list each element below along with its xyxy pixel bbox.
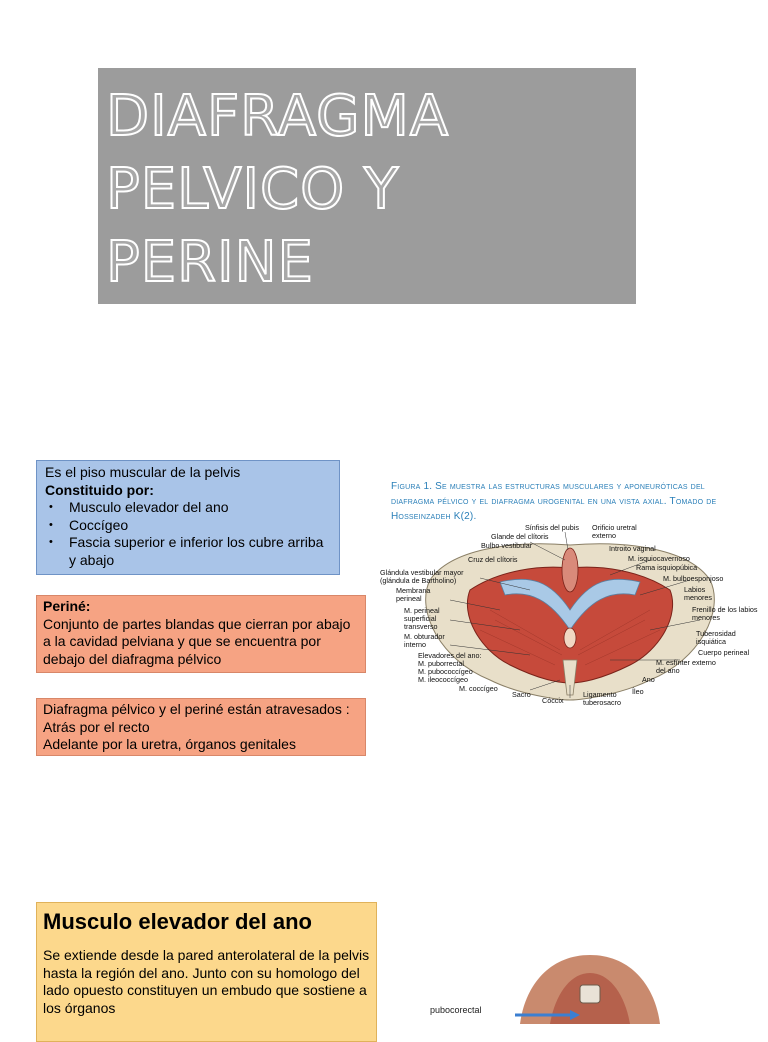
label-glandula: Glándula vestibular mayor (glándula de Bartholino) bbox=[380, 568, 464, 585]
label-crura: Cruz del clítoris bbox=[468, 555, 518, 564]
label-perineal-transverso: M. perineal superficial transverso bbox=[404, 606, 440, 631]
label-ileococcigeo: M. ileococcígeo bbox=[418, 675, 468, 684]
list-item: • Fascia superior e inferior los cubre arriba y abajo bbox=[49, 534, 331, 569]
title-line-2: PELVICO Y bbox=[106, 157, 400, 222]
label-coccix: Cóccix bbox=[542, 696, 564, 705]
label-orificio: Orificio uretral externo bbox=[592, 523, 637, 540]
perine-heading: Periné: bbox=[43, 598, 91, 614]
pelvis-intro: Es el piso muscular de la pelvis bbox=[45, 464, 241, 480]
list-item: • Coccígeo bbox=[49, 517, 331, 535]
list-item: • Musculo elevador del ano bbox=[49, 499, 331, 517]
label-ligamento: Ligamento tuberosacro bbox=[583, 690, 621, 707]
title-banner bbox=[98, 68, 636, 304]
atravesados-line-1: Diafragma pélvico y el periné están atravesados : bbox=[43, 701, 350, 717]
title-line-1: DIAFRAGMA bbox=[106, 84, 450, 149]
label-bulboesponjoso: M. bulboesponjoso bbox=[663, 574, 724, 583]
label-rama: Rama isquiopúbica bbox=[636, 563, 698, 572]
pubocorectal-label: pubocorectal bbox=[430, 1005, 482, 1015]
label-esfinter: M. esfínter externo del ano bbox=[656, 658, 716, 675]
label-sinfisis: Sínfisis del pubis bbox=[525, 523, 579, 532]
label-elevadores: Elevadores del ano: bbox=[418, 651, 482, 660]
perine-text: Conjunto de partes blandas que cierran por abajo a la cavidad pelviana y que se encuentra por debajo del diafragma pélvico bbox=[43, 615, 351, 667]
label-bulbo: Bulbo vestibular bbox=[481, 541, 533, 550]
label-coccigeo: M. coccígeo bbox=[459, 684, 498, 693]
label-introito: Introito vaginal bbox=[609, 544, 656, 553]
label-glande: Glande del clítoris bbox=[491, 532, 549, 541]
atravesados-line-3: Adelante por la uretra, órganos genitales bbox=[43, 736, 296, 752]
pelvis-heading: Constituido por: bbox=[45, 481, 154, 498]
label-frenillo: Frenillo de los labios menores bbox=[692, 605, 758, 622]
label-isquiocavernoso: M. isquiocavernoso bbox=[628, 554, 690, 563]
atravesados-box bbox=[36, 698, 366, 756]
elevador-image bbox=[430, 955, 670, 1024]
elevador-heading: Musculo elevador del ano bbox=[43, 909, 312, 934]
label-ileo: Íleo bbox=[632, 687, 644, 696]
label-ano: Ano bbox=[642, 675, 655, 684]
atravesados-line-2: Atrás por el recto bbox=[43, 718, 150, 735]
label-pubococcigeo: M. pubococcígeo bbox=[418, 667, 473, 676]
title-line-3: PERINE bbox=[106, 230, 314, 295]
elevador-text: Se extiende desde la pared anterolateral de la pelvis hasta la región del ano. Junto con su homologo del lado opuesto constituyen un embudo que sostiene a los órganos bbox=[43, 947, 370, 1016]
label-tuberosidad: Tuberosidad isquiática bbox=[696, 629, 736, 646]
label-puborrectal: M. puborrectal bbox=[418, 659, 464, 668]
figure-caption: Figura 1. Se muestra las estructuras musculares y aponeuróticas del diafragma pélvico y el diafragma urogenital en una vista axial. Tomado de Hosseinzadeh K(2). bbox=[391, 481, 717, 522]
label-labios-menores: Labios menores bbox=[684, 585, 712, 602]
pelvis-list bbox=[45, 499, 331, 569]
label-obturador: M. obturador interno bbox=[404, 632, 445, 649]
label-cuerpo-perineal: Cuerpo perineal bbox=[698, 648, 750, 657]
label-membrana: Membrana perineal bbox=[396, 586, 431, 603]
label-sacro: Sacro bbox=[512, 690, 531, 699]
perine-box bbox=[36, 595, 366, 673]
pelvis-info-box bbox=[36, 460, 340, 575]
pelvic-diagram bbox=[380, 520, 758, 715]
elevador-box bbox=[36, 902, 377, 1042]
